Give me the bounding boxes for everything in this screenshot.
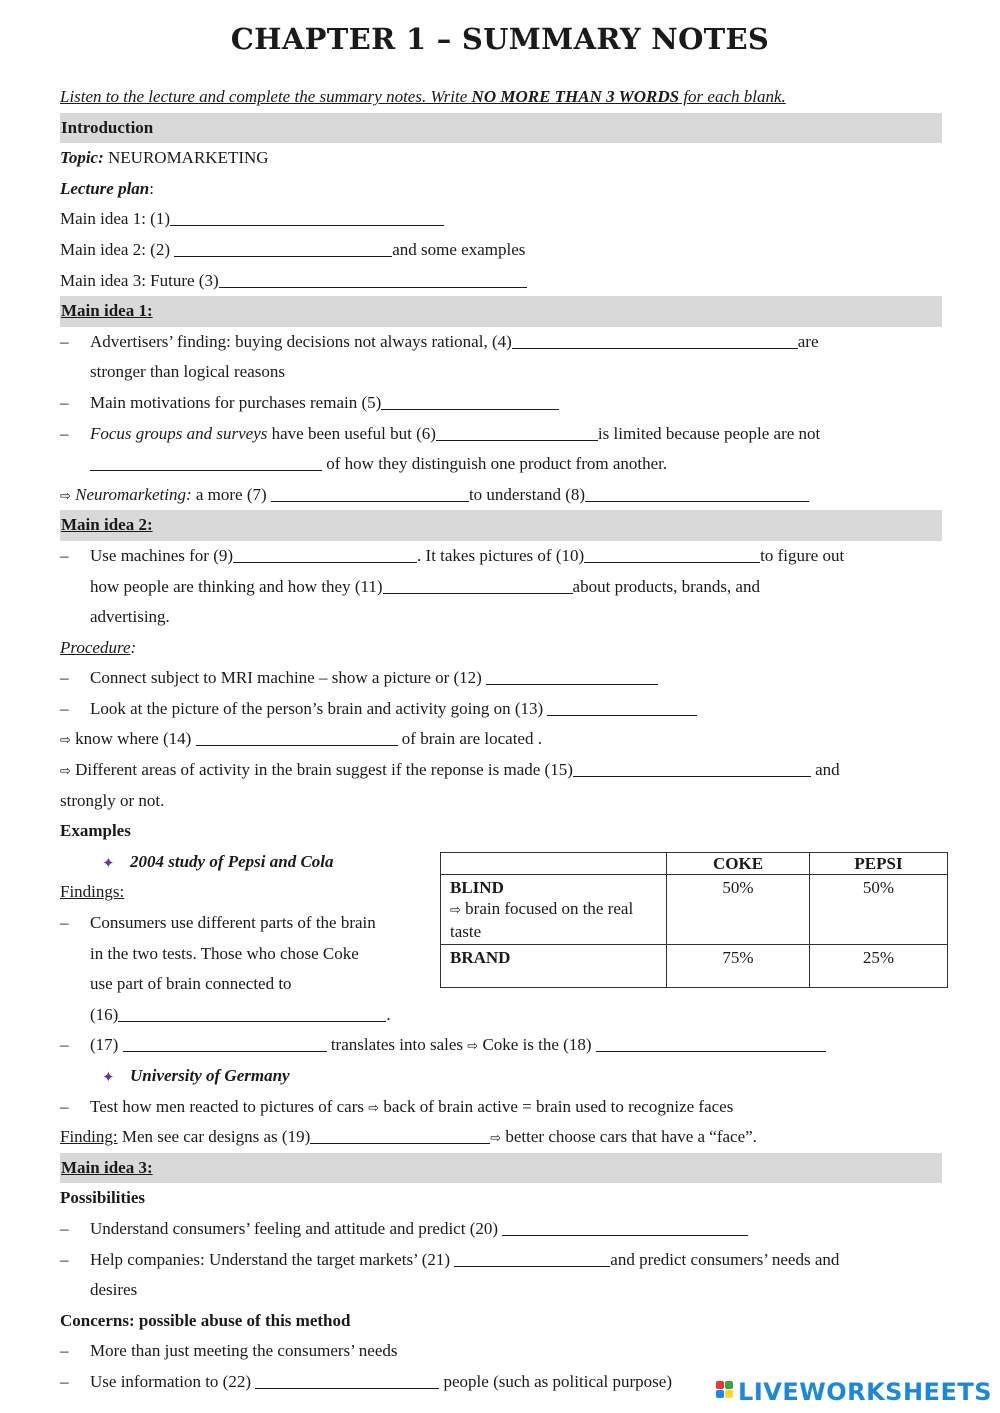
study-2-text-end: back of brain active = brain used to recognize faces bbox=[379, 1096, 734, 1116]
dash-glyph: – bbox=[60, 1341, 69, 1361]
concern-2-end: people (such as political purpose) bbox=[439, 1371, 672, 1391]
dash-glyph: – bbox=[60, 545, 69, 565]
table-cell-brand: BRAND bbox=[441, 945, 667, 988]
logo-text: LIVEWORKSHEETS bbox=[738, 1378, 992, 1406]
neuromarketing-text: a more (7) bbox=[191, 484, 271, 504]
dash-glyph: – bbox=[60, 1371, 69, 1391]
blank-7[interactable] bbox=[271, 485, 469, 502]
concern-1-text: More than just meeting the consumers’ needs bbox=[90, 1341, 398, 1361]
arrow-line-1 bbox=[60, 724, 942, 755]
blank-6b[interactable] bbox=[90, 454, 322, 471]
blank-1[interactable] bbox=[170, 209, 444, 226]
table-header-coke: COKE bbox=[667, 853, 810, 875]
blind-note bbox=[450, 898, 657, 942]
finding-1-line-2: in the two tests. Those who chose Coke bbox=[90, 943, 359, 963]
concern-1 bbox=[60, 1336, 942, 1367]
main1-bullet-1-end: are bbox=[797, 331, 819, 351]
blank-14[interactable] bbox=[196, 729, 398, 746]
procedure-line bbox=[60, 633, 942, 664]
blank-10[interactable] bbox=[584, 546, 760, 563]
blank-12[interactable] bbox=[486, 668, 658, 685]
section-main-idea-3: Main idea 3: bbox=[60, 1153, 942, 1184]
blind-label: BLIND bbox=[450, 878, 504, 897]
plan-idea-3-text: Main idea 3: Future (3) bbox=[60, 270, 219, 290]
blank-17[interactable] bbox=[123, 1035, 327, 1052]
neuromarketing-text-end: to understand (8) bbox=[468, 484, 586, 504]
lecture-plan-line bbox=[60, 174, 942, 205]
finding-2-mid: translates into sales bbox=[326, 1035, 468, 1055]
examples-heading: Examples bbox=[60, 821, 131, 841]
arrow-icon: ⇨ bbox=[60, 488, 71, 504]
focus-groups-text: Focus groups and surveys bbox=[90, 423, 268, 443]
instructions-text: Listen to the lecture and complete the summary notes. Write bbox=[60, 87, 472, 106]
blank-22[interactable] bbox=[255, 1372, 439, 1389]
blank-6[interactable] bbox=[436, 424, 598, 441]
diamond-bullet-icon: ✦ bbox=[102, 853, 115, 872]
table-row bbox=[441, 875, 948, 945]
study-2-finding-text: Men see car designs as (19) bbox=[117, 1127, 311, 1147]
diamond-bullet-icon: ✦ bbox=[102, 1068, 115, 1086]
instructions bbox=[60, 82, 942, 113]
topic-label: Topic: bbox=[60, 148, 104, 168]
main1-bullet-1 bbox=[60, 327, 942, 358]
study-2-bullet bbox=[60, 1092, 942, 1123]
main1-bullet-1-cont: stronger than logical reasons bbox=[90, 362, 285, 382]
study-2-text: Test how men reacted to pictures of cars bbox=[90, 1096, 369, 1116]
study-2-title: University of Germany bbox=[130, 1066, 290, 1085]
topic-value: NEUROMARKETING bbox=[103, 148, 269, 168]
main2-bullet-1-mid: . It takes pictures of (10) bbox=[417, 545, 585, 565]
plan-idea-2-end: and some examples bbox=[392, 239, 526, 259]
main1-bullet-3-cont-text: of how they distinguish one product from another. bbox=[322, 454, 668, 474]
blank-11[interactable] bbox=[383, 577, 573, 594]
dash-glyph: – bbox=[60, 1249, 69, 1269]
instructions-text-end: for each blank. bbox=[679, 87, 786, 106]
plan-idea-2-text: Main idea 2: (2) bbox=[60, 239, 175, 259]
main2-bullet-1-cont-end: about products, brands, and bbox=[572, 576, 760, 596]
procedure-step-1-text: Connect subject to MRI machine – show a picture or (12) bbox=[90, 668, 487, 688]
finding-2 bbox=[60, 1030, 942, 1061]
plan-idea-3 bbox=[60, 266, 942, 297]
finding-1-end: . bbox=[386, 1004, 391, 1024]
study-2-finding-end: better choose cars that have a “face”. bbox=[501, 1127, 757, 1147]
finding-1-line-3: use part of brain connected to bbox=[90, 974, 292, 994]
blank-13[interactable] bbox=[547, 699, 697, 716]
table-row bbox=[441, 945, 948, 988]
arrow-line-1-text: know where (14) bbox=[70, 729, 196, 749]
arrow-line-1-end: of brain are located . bbox=[397, 729, 542, 749]
arrow-line-2-end: and bbox=[810, 760, 840, 780]
concerns-heading: Concerns: possible abuse of this method bbox=[60, 1310, 351, 1330]
table-header-pepsi: PEPSI bbox=[810, 853, 948, 875]
arrow-icon: ⇨ bbox=[60, 733, 71, 749]
finding-label: Finding: bbox=[60, 1127, 118, 1147]
page-title: CHAPTER 1 – SUMMARY NOTES bbox=[230, 22, 770, 56]
main2-bullet-1-cont bbox=[60, 572, 942, 603]
main2-bullet-1-cont-text: how people are thinking and how they (11) bbox=[90, 576, 383, 596]
plan-idea-1 bbox=[60, 204, 942, 235]
worksheet-body bbox=[60, 82, 942, 1398]
plan-idea-1-text: Main idea 1: (1) bbox=[60, 209, 170, 229]
section-introduction: Introduction bbox=[60, 113, 942, 144]
lecture-plan-colon: : bbox=[149, 178, 154, 198]
dash-glyph: – bbox=[60, 1096, 69, 1116]
main2-bullet-1-end: to figure out bbox=[760, 545, 845, 565]
procedure-step-1 bbox=[60, 663, 942, 694]
blank-20[interactable] bbox=[502, 1219, 748, 1236]
table-cell-blind-pepsi: 50% bbox=[810, 875, 948, 945]
results-table bbox=[440, 852, 948, 988]
table-cell-brand-pepsi: 25% bbox=[810, 945, 948, 988]
section-main-idea-2: Main idea 2: bbox=[60, 510, 942, 541]
liveworksheets-logo[interactable] bbox=[716, 1379, 992, 1405]
dash-glyph: – bbox=[60, 331, 69, 351]
findings-label: Findings: bbox=[60, 882, 125, 902]
plan-idea-2 bbox=[60, 235, 942, 266]
arrow-icon: ⇨ bbox=[450, 903, 461, 918]
section-main-idea-1: Main idea 1: bbox=[60, 296, 942, 327]
possibility-1 bbox=[60, 1214, 942, 1245]
logo-mark-icon bbox=[716, 1381, 734, 1403]
blank-15[interactable] bbox=[573, 760, 811, 777]
arrow-icon: ⇨ bbox=[467, 1039, 479, 1055]
blind-note-text: brain focused on the real taste bbox=[450, 899, 634, 941]
procedure-step-2 bbox=[60, 694, 942, 725]
study-2-heading bbox=[60, 1061, 942, 1092]
instructions-emphasis: NO MORE THAN 3 WORDS bbox=[471, 87, 680, 106]
procedure-step-2-text: Look at the picture of the person’s brain and activity going on (13) bbox=[90, 698, 548, 718]
blank-3[interactable] bbox=[219, 271, 527, 288]
arrow-line-2 bbox=[60, 755, 942, 786]
blank-16[interactable] bbox=[118, 1005, 386, 1022]
table-cell-brand-coke: 75% bbox=[667, 945, 810, 988]
topic-line bbox=[60, 143, 942, 174]
main1-bullet-3-cont bbox=[60, 449, 942, 480]
main1-bullet-3 bbox=[60, 419, 942, 450]
dash-glyph: – bbox=[60, 668, 69, 688]
procedure-colon: : bbox=[130, 637, 137, 657]
blank-4[interactable] bbox=[512, 332, 798, 349]
possibility-2 bbox=[60, 1245, 942, 1276]
neuromarketing-line bbox=[60, 480, 942, 511]
table-header-row bbox=[441, 853, 948, 875]
finding-2-text: (17) bbox=[90, 1035, 123, 1055]
blank-21[interactable] bbox=[454, 1250, 610, 1267]
main2-bullet-1-text: Use machines for (9) bbox=[90, 545, 234, 565]
main1-bullet-2 bbox=[60, 388, 942, 419]
lecture-plan-label: Lecture plan bbox=[60, 178, 150, 198]
possibilities-heading: Possibilities bbox=[60, 1188, 146, 1208]
blank-9[interactable] bbox=[233, 546, 417, 563]
possibility-1-text: Understand consumers’ feeling and attitude and predict (20) bbox=[90, 1218, 503, 1238]
table-header-empty bbox=[441, 853, 667, 875]
arrow-icon: ⇨ bbox=[368, 1100, 380, 1116]
dash-glyph: – bbox=[60, 1218, 69, 1238]
neuromarketing-label: Neuromarketing: bbox=[75, 484, 192, 504]
main1-bullet-2-text: Main motivations for purchases remain (5) bbox=[90, 392, 382, 412]
main1-bullet-1-text: Advertisers’ finding: buying decisions not always rational, (4) bbox=[90, 331, 512, 351]
dash-glyph: – bbox=[60, 423, 69, 443]
possibility-2-text: Help companies: Understand the target markets’ (21) bbox=[90, 1249, 455, 1269]
dash-glyph: – bbox=[60, 1035, 69, 1055]
blank-18[interactable] bbox=[596, 1035, 826, 1052]
main2-bullet-1-cont2: advertising. bbox=[90, 607, 170, 627]
study-1-title: 2004 study of Pepsi and Cola bbox=[130, 851, 334, 871]
dash-glyph: – bbox=[60, 913, 69, 933]
finding-1-text: Consumers use different parts of the brain bbox=[90, 913, 376, 933]
main1-bullet-3-text: have been useful but (6) bbox=[267, 423, 436, 443]
main2-bullet-1 bbox=[60, 541, 942, 572]
arrow-icon: ⇨ bbox=[60, 764, 71, 780]
main1-bullet-3-end: is limited because people are not bbox=[597, 423, 821, 443]
study-2-finding bbox=[60, 1122, 942, 1153]
finding-1-line-4 bbox=[60, 1000, 942, 1031]
procedure-label: Procedure bbox=[60, 637, 131, 657]
dash-glyph: – bbox=[60, 392, 69, 412]
blank-19[interactable] bbox=[310, 1127, 490, 1144]
concern-2-text: Use information to (22) bbox=[90, 1371, 256, 1391]
arrow-icon: ⇨ bbox=[490, 1131, 502, 1147]
table-cell-blind-coke: 50% bbox=[667, 875, 810, 945]
finding-2-end: Coke is the (18) bbox=[478, 1035, 596, 1055]
table-cell-blind bbox=[441, 875, 667, 945]
possibility-2-cont: desires bbox=[90, 1280, 138, 1300]
blank-5[interactable] bbox=[381, 393, 559, 410]
possibility-2-end: and predict consumers’ needs and bbox=[610, 1249, 840, 1269]
arrow-line-2-text: Different areas of activity in the brain suggest if the reponse is made (15) bbox=[70, 760, 573, 780]
arrow-line-2-cont: strongly or not. bbox=[60, 790, 165, 810]
dash-glyph: – bbox=[60, 698, 69, 718]
finding-1-number: (16) bbox=[90, 1004, 119, 1024]
blank-8[interactable] bbox=[585, 485, 809, 502]
blank-2[interactable] bbox=[174, 240, 392, 257]
